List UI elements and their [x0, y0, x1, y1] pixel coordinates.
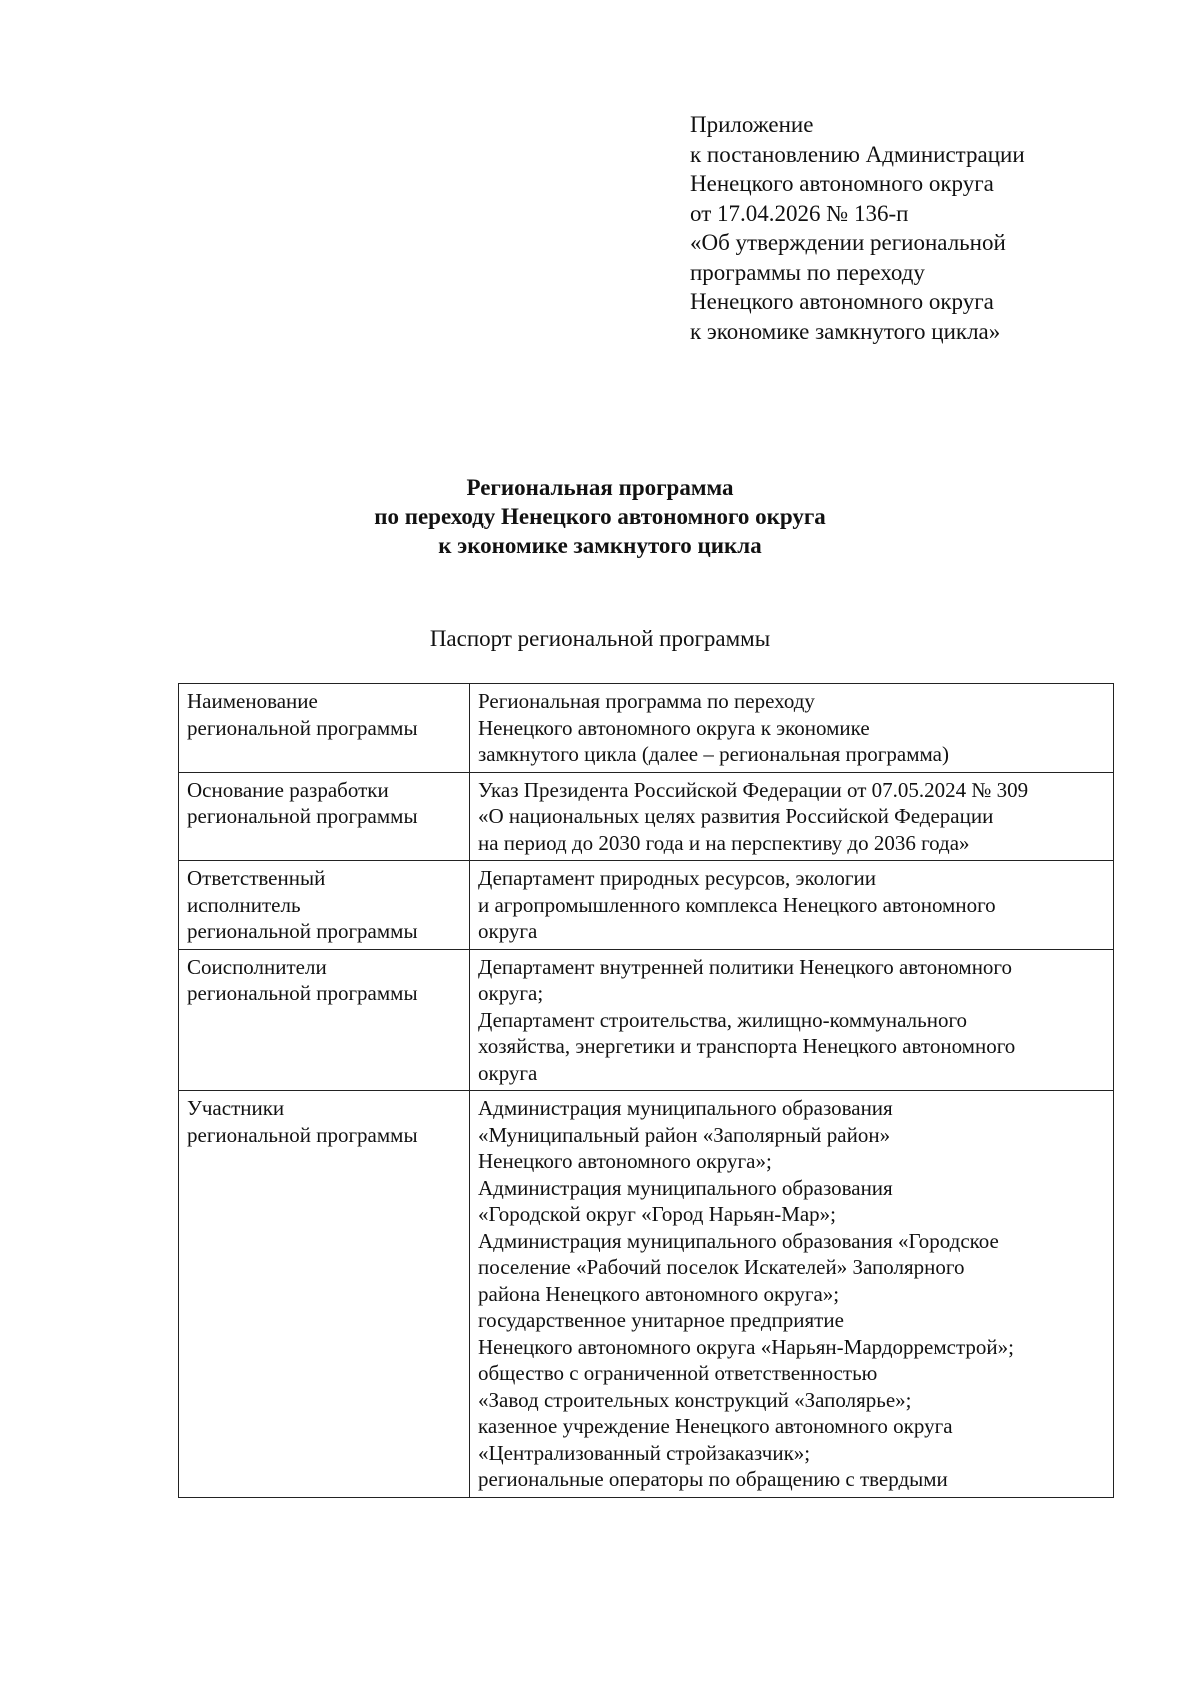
value-line: Ненецкого автономного округа «Нарьян-Мардорремстрой»; [478, 1334, 1014, 1359]
value-line: государственное унитарное предприятие [478, 1308, 844, 1332]
value-line: «Централизованный стройзаказчик»; [478, 1440, 811, 1465]
value-line: замкнутого цикла (далее – региональная программа) [478, 742, 949, 766]
value-line: Департамент внутренней политики Ненецкого автономного [478, 954, 1013, 979]
row-value-cell [470, 772, 1114, 861]
row-label-cell [179, 949, 470, 1091]
appendix-block [690, 110, 1025, 346]
table-row [179, 684, 1114, 773]
row-value-cell [470, 861, 1114, 950]
value-line: хозяйства, энергетики и транспорта Ненецкого автономного [478, 1034, 1016, 1058]
value-line: Администрация муниципального образования [478, 1096, 893, 1120]
value-line: Департамент природных ресурсов, экологии [478, 866, 876, 890]
row-label-cell [179, 1091, 470, 1498]
appendix-line: к экономике замкнутого цикла» [690, 318, 1001, 344]
label-line: Основание разработки [187, 777, 389, 802]
table-row [179, 861, 1114, 950]
appendix-line: Приложение [690, 112, 814, 137]
table-row [179, 772, 1114, 861]
label-line: региональной программы [187, 981, 418, 1005]
value-line: «О национальных целях развития Российской Федерации [478, 804, 994, 828]
value-line: «Муниципальный район «Заполярный район» [478, 1122, 891, 1147]
table-row [179, 949, 1114, 1091]
document-title [0, 473, 1200, 560]
value-line: «Городской округ «Город Нарьян-Мар»; [478, 1202, 837, 1226]
label-line: региональной программы [187, 804, 418, 828]
label-line: региональной программы [187, 715, 418, 740]
label-line: Наименование [187, 689, 318, 713]
row-value-cell [470, 684, 1114, 773]
appendix-line: Ненецкого автономного округа [690, 289, 994, 314]
appendix-line: Ненецкого автономного округа [690, 171, 994, 196]
passport-table [178, 683, 1114, 1498]
title-line: Региональная программа [466, 475, 734, 500]
label-line: исполнитель [187, 892, 301, 917]
appendix-line: к постановлению Администрации [690, 141, 1025, 167]
value-line: Указ Президента Российской Федерации от 07.05.2024 № 309 [478, 777, 1029, 802]
row-value-cell [470, 949, 1114, 1091]
value-line: района Ненецкого автономного округа»; [478, 1281, 840, 1306]
label-line: Соисполнители [187, 954, 327, 979]
value-line: «Завод строительных конструкций «Заполярье»; [478, 1387, 912, 1412]
value-line: Администрация муниципального образования «Городское [478, 1228, 999, 1253]
value-line: поселение «Рабочий поселок Искателей» Заполярного [478, 1255, 965, 1279]
label-line: Ответственный [187, 866, 326, 890]
appendix-line: от 17.04.2026 № 136-п [690, 200, 909, 226]
row-value-cell [470, 1091, 1114, 1498]
value-line: Департамент строительства, жилищно-коммунального [478, 1007, 968, 1032]
passport-heading: Паспорт региональной программы [429, 626, 771, 651]
label-line: Участники [187, 1096, 285, 1120]
row-label-cell [179, 684, 470, 773]
table-row [179, 1091, 1114, 1498]
value-line: Региональная программа по переходу [478, 689, 815, 713]
label-line: региональной программы [187, 1122, 418, 1147]
value-line: казенное учреждение Ненецкого автономного округа [478, 1414, 953, 1438]
value-line: Ненецкого автономного округа»; [478, 1149, 772, 1173]
value-line: региональные операторы по обращению с твердыми [478, 1467, 948, 1491]
title-line: по переходу Ненецкого автономного округа [374, 504, 826, 529]
value-line: и агропромышленного комплекса Ненецкого автономного [478, 892, 996, 917]
value-line: на период до 2030 года и на перспективу до 2036 года» [478, 830, 970, 855]
appendix-line: программы по переходу [690, 259, 925, 285]
value-line: Ненецкого автономного округа к экономике [478, 715, 870, 740]
appendix-line: «Об утверждении региональной [690, 230, 1006, 255]
row-label-cell [179, 772, 470, 861]
value-line: округа [478, 1060, 538, 1085]
value-line: округа [478, 919, 538, 943]
title-line: к экономике замкнутого цикла [438, 533, 762, 558]
value-line: Администрация муниципального образования [478, 1175, 893, 1200]
label-line: региональной программы [187, 919, 418, 943]
value-line: общество с ограниченной ответственностью [478, 1361, 878, 1385]
value-line: округа; [478, 981, 544, 1005]
row-label-cell [179, 861, 470, 950]
